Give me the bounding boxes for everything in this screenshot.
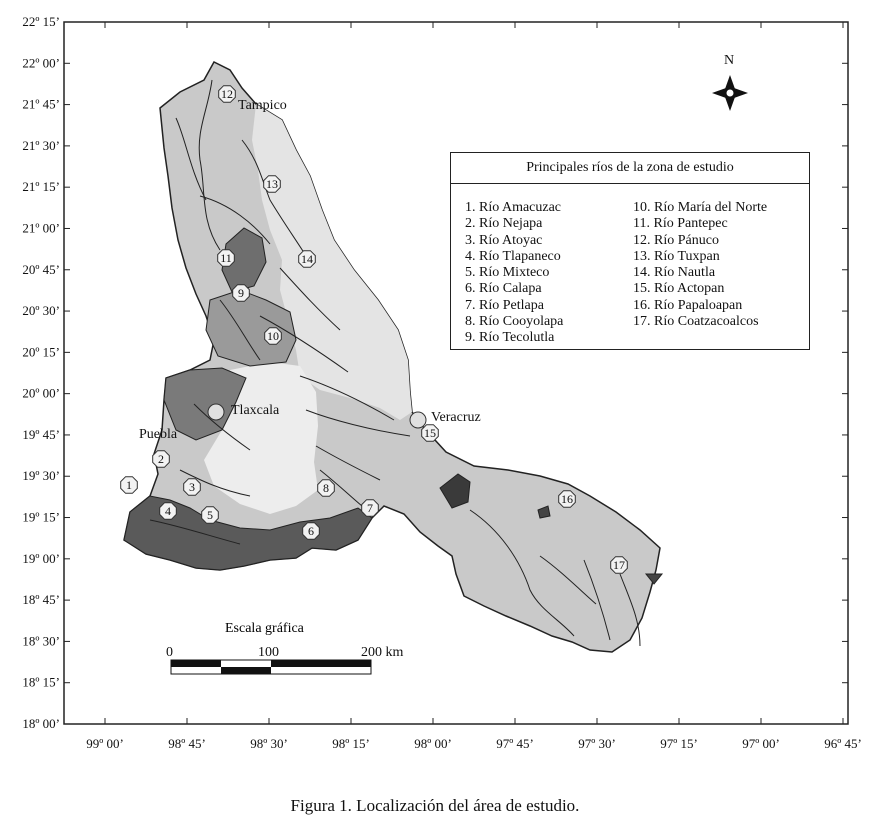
river-marker-number: 15 (424, 426, 436, 440)
scale-tick-200: 200 km (361, 645, 404, 660)
longitude-label: 99º 00’ (86, 736, 124, 751)
river-marker-number: 13 (266, 177, 278, 191)
river-marker-8 (318, 480, 335, 497)
latitude-labels (22, 14, 60, 731)
latitude-label: 19º 15’ (22, 509, 60, 525)
place-tampico: Tampico (238, 98, 287, 113)
veracruz-marker (410, 412, 426, 428)
river-marker-number: 2 (158, 452, 164, 466)
tlaxcala-marker (208, 404, 224, 420)
longitude-label: 96º 45’ (824, 736, 862, 751)
latitude-label: 21º 00’ (22, 220, 60, 236)
river-marker-number: 8 (323, 481, 329, 495)
river-marker-10 (265, 328, 282, 345)
river-marker-11 (218, 250, 235, 267)
longitude-label: 98º 15’ (332, 736, 370, 751)
river-marker-number: 7 (367, 501, 373, 515)
latitude-label: 18º 00’ (22, 716, 60, 731)
scale-tick-100: 100 (258, 645, 279, 660)
legend-item: 1. Río Amacuzac (465, 200, 562, 215)
longitude-label: 97º 15’ (660, 736, 698, 751)
river-marker-number: 16 (561, 492, 573, 506)
legend-item: 5. Río Mixteco (465, 265, 550, 281)
river-marker-9 (233, 285, 250, 302)
north-arrow-icon (712, 75, 748, 111)
place-veracruz: Veracruz (431, 410, 481, 425)
river-marker-number: 17 (613, 558, 625, 572)
legend-item: 15. Río Actopan (633, 281, 725, 297)
longitude-label: 98º 30’ (250, 736, 288, 751)
river-marker-number: 5 (207, 508, 213, 522)
latitude-label: 22º 00’ (22, 55, 60, 71)
legend-item: 10. Río María del Norte (633, 200, 768, 215)
river-marker-4 (160, 503, 177, 520)
river-marker-number: 1 (126, 478, 132, 492)
latitude-label: 21º 30’ (22, 137, 60, 153)
latitude-label: 19º 00’ (22, 550, 60, 566)
river-marker-17 (611, 557, 628, 574)
latitude-label: 18º 15’ (22, 674, 60, 690)
latitude-label: 18º 30’ (22, 633, 60, 649)
scale-title: Escala gráfica (225, 621, 304, 636)
latitude-label: 19º 45’ (22, 426, 60, 442)
scale-bar (171, 660, 371, 674)
longitude-label: 98º 45’ (168, 736, 206, 751)
river-marker-1 (121, 477, 138, 494)
legend-item: 3. Río Atoyac (465, 232, 543, 248)
river-marker-number: 6 (308, 524, 314, 538)
river-marker-15 (422, 425, 439, 442)
legend-item: 11. Río Pantepec (633, 216, 728, 232)
latitude-label: 20º 00’ (22, 385, 60, 401)
river-marker-6 (303, 523, 320, 540)
river-marker-16 (559, 491, 576, 508)
legend-item: 14. Río Nautla (633, 265, 716, 281)
river-marker-12 (219, 86, 236, 103)
legend-column-2 (633, 200, 803, 347)
legend-item: 12. Río Pánuco (633, 232, 719, 248)
legend-item: 9. Río Tecolutla (465, 330, 555, 346)
river-marker-5 (202, 507, 219, 524)
river-marker-2 (153, 451, 170, 468)
legend-item: 8. Río Cooyolapa (465, 314, 564, 330)
river-marker-number: 14 (301, 252, 313, 266)
legend-item: 4. Río Tlapaneco (465, 248, 561, 264)
latitude-label: 20º 45’ (22, 261, 60, 277)
river-marker-number: 3 (189, 480, 195, 494)
river-marker-13 (264, 176, 281, 193)
figure-caption: Figura 1. Localización del área de estudio. (290, 796, 580, 815)
river-legend (450, 152, 810, 350)
place-puebla: Puebla (139, 427, 178, 442)
latitude-label: 20º 15’ (22, 344, 60, 360)
latitude-label: 19º 30’ (22, 468, 60, 484)
river-marker-3 (184, 479, 201, 496)
place-tlaxcala: Tlaxcala (231, 403, 280, 418)
latitude-label: 20º 30’ (22, 303, 60, 319)
legend-item: 2. Río Nejapa (465, 216, 543, 232)
longitude-label: 97º 00’ (742, 736, 780, 751)
river-marker-7 (362, 500, 379, 517)
legend-item: 16. Río Papaloapan (633, 297, 743, 313)
longitude-label: 97º 45’ (496, 736, 534, 751)
river-marker-number: 11 (220, 251, 232, 265)
latitude-label: 22º 15’ (22, 14, 60, 29)
legend-item: 6. Río Calapa (465, 281, 542, 297)
scale-tick-0: 0 (166, 645, 173, 660)
legend-item: 17. Río Coatzacoalcos (633, 314, 759, 330)
river-marker-number: 10 (267, 329, 279, 343)
longitude-label: 98º 00’ (414, 736, 452, 751)
legend-item: 7. Río Petlapa (465, 297, 544, 313)
latitude-label: 21º 15’ (22, 179, 60, 195)
river-marker-number: 4 (165, 504, 171, 518)
river-marker-14 (299, 251, 316, 268)
latitude-label: 21º 45’ (22, 96, 60, 112)
legend-column-1 (465, 200, 633, 347)
latitude-label: 18º 45’ (22, 592, 60, 608)
river-marker-number: 9 (238, 286, 244, 300)
river-marker-number: 12 (221, 87, 233, 101)
north-label: N (724, 53, 735, 68)
longitude-labels (86, 736, 862, 751)
legend-item: 13. Río Tuxpan (633, 248, 720, 264)
longitude-label: 97º 30’ (578, 736, 616, 751)
legend-title: Principales ríos de la zona de estudio (451, 153, 809, 184)
